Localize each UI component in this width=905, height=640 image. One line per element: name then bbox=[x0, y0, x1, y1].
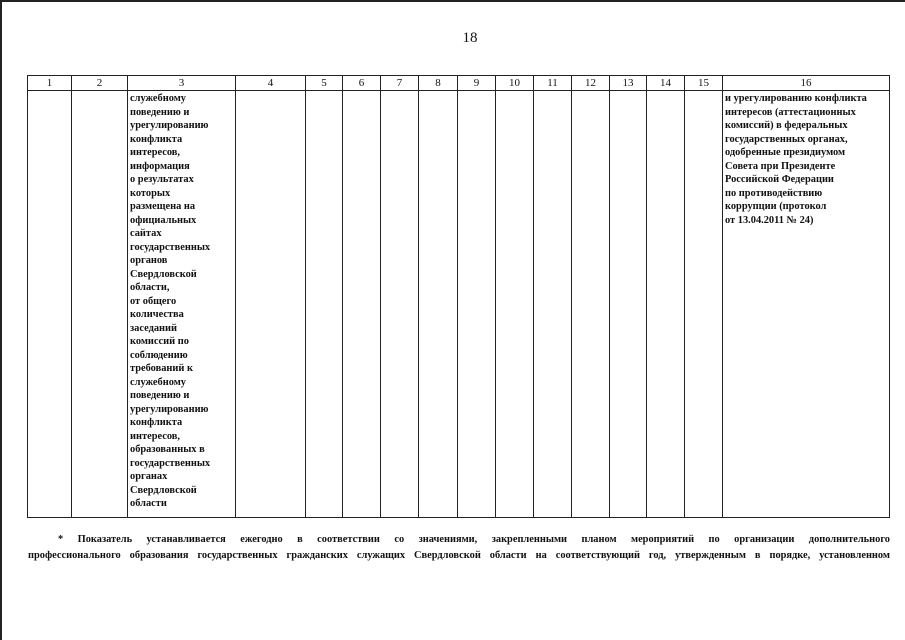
table-cell bbox=[572, 91, 610, 518]
table-cell bbox=[306, 91, 343, 518]
footnote-line: профессионального образования государственных гражданских служащих Свердловской области на соответствующий год, утвержденным в порядке, установленном bbox=[28, 550, 890, 561]
scan-border-top bbox=[0, 0, 905, 2]
source-reference: и урегулированию конфликта интересов (аттестационных комиссий) в федеральных государственных органах, одобренные президиумом Совета при Президенте Российской Федерации по противодействию коррупции (протокол от 13.04.2011 № 24) bbox=[725, 93, 867, 226]
table-cell bbox=[458, 91, 496, 518]
column-header: 11 bbox=[534, 76, 572, 91]
table-cell bbox=[647, 91, 685, 518]
table-cell bbox=[381, 91, 419, 518]
column-header: 1 bbox=[28, 76, 72, 91]
column-header: 16 bbox=[723, 76, 890, 91]
scan-border-left bbox=[0, 0, 2, 640]
column-header: 6 bbox=[343, 76, 381, 91]
table-cell bbox=[496, 91, 534, 518]
column-header: 8 bbox=[419, 76, 458, 91]
table-cell bbox=[723, 91, 890, 518]
table-cell bbox=[343, 91, 381, 518]
table-cell bbox=[685, 91, 723, 518]
column-header: 9 bbox=[458, 76, 496, 91]
table-cell bbox=[534, 91, 572, 518]
table-cell bbox=[419, 91, 458, 518]
table-cell bbox=[28, 91, 72, 518]
column-header: 3 bbox=[128, 76, 236, 91]
column-header: 12 bbox=[572, 76, 610, 91]
table-header-row bbox=[28, 76, 890, 91]
column-header: 15 bbox=[685, 76, 723, 91]
column-header: 5 bbox=[306, 76, 343, 91]
table-cell bbox=[236, 91, 306, 518]
indicator-description: служебному поведению и урегулированию конфликта интересов, информация о результатах которых размещена на официальных сайтах государственных органов Свердловской области, от общего количества заседаний комиссий по соблюдению требований к служебному поведению и урегулированию конфликта интересов, образованных в государственных органах Свердловской области bbox=[130, 93, 211, 509]
footnote bbox=[28, 532, 890, 564]
footnote-line: * Показатель устанавливается ежегодно в соответствии со значениями, закрепленными планом мероприятий по организации дополнительного bbox=[58, 534, 890, 545]
column-header: 7 bbox=[381, 76, 419, 91]
table-cell bbox=[72, 91, 128, 518]
column-header: 2 bbox=[72, 76, 128, 91]
table-row bbox=[28, 91, 890, 518]
table-cell bbox=[610, 91, 647, 518]
page-number: 18 bbox=[462, 30, 478, 46]
column-header: 10 bbox=[496, 76, 534, 91]
table-cell bbox=[128, 91, 236, 518]
column-header: 14 bbox=[647, 76, 685, 91]
indicator-table bbox=[27, 75, 890, 518]
column-header: 13 bbox=[610, 76, 647, 91]
column-header: 4 bbox=[236, 76, 306, 91]
